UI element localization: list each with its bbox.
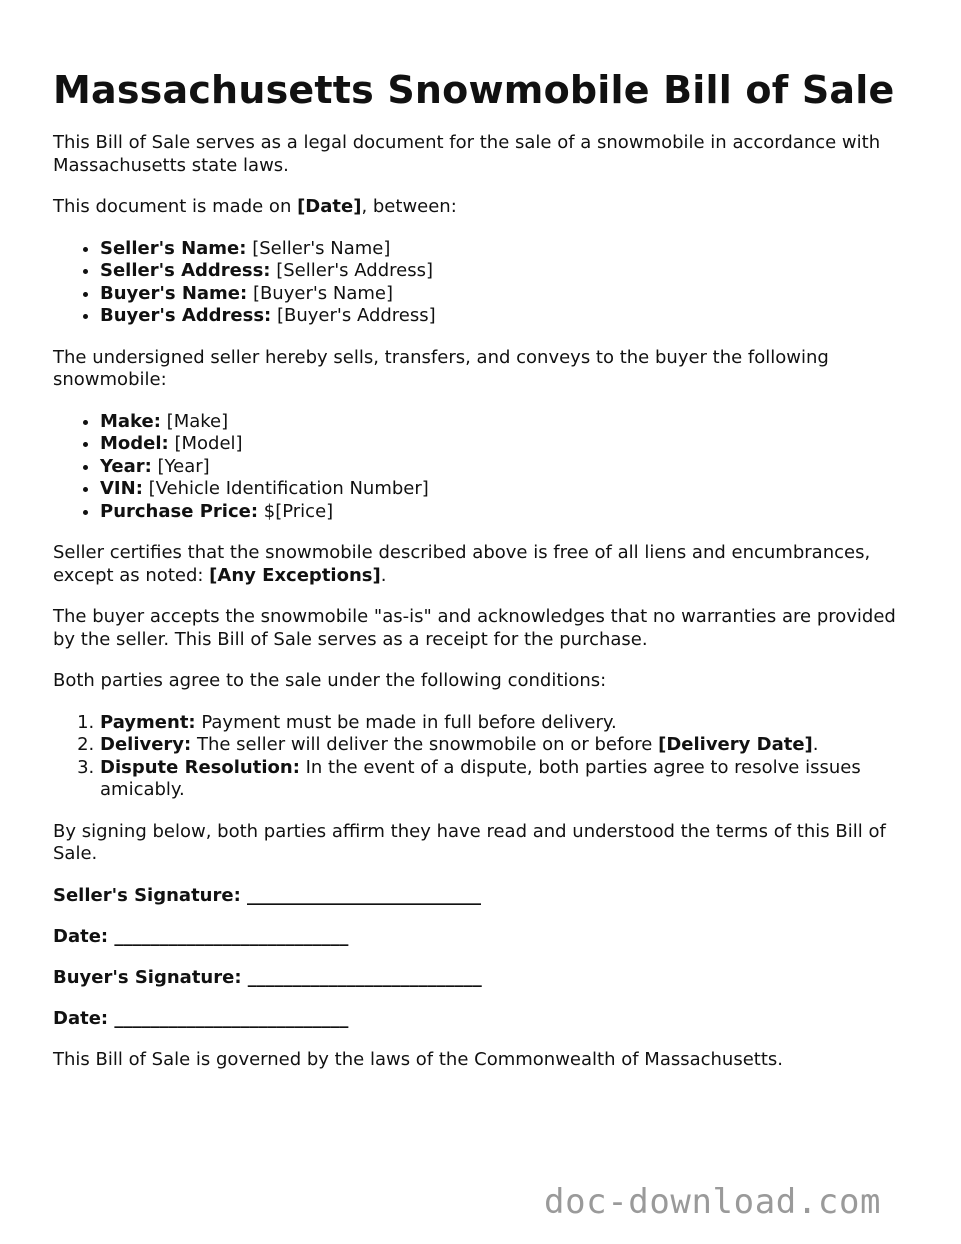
affirm-paragraph: By signing below, both parties affirm they have read and understood the terms of this Bill of Sale.: [53, 820, 886, 864]
liens-text: Seller certifies that the snowmobile described above is free of all liens and encumbrances, except as noted:: [53, 542, 871, 586]
buyer-date-label: Date: __________________________: [53, 1007, 349, 1029]
buyer-signature-label: Buyer's Signature: __________________________: [53, 966, 482, 988]
vehicle-label: VIN:: [100, 478, 143, 499]
conditions-list: [53, 712, 913, 802]
vehicle-label: Year:: [100, 455, 152, 477]
list-item: [100, 260, 913, 283]
party-label: Buyer's Address:: [100, 305, 272, 326]
list-item: [100, 411, 913, 434]
condition-end: .: [812, 734, 819, 755]
vehicle-value: [Vehicle Identification Number]: [142, 478, 429, 499]
seller-signature-line: [53, 885, 913, 908]
parties-list: [53, 238, 913, 328]
condition-text: The seller will deliver the snowmobile on or before: [191, 734, 659, 755]
condition-label: Dispute Resolution:: [100, 756, 300, 778]
condition-text: In the event of a dispute, both parties agree to resolve issues amicably.: [100, 756, 861, 800]
vehicle-list: [53, 411, 913, 524]
list-item: [100, 305, 913, 328]
list-item: [100, 757, 913, 802]
condition-label: Payment:: [100, 711, 196, 733]
vehicle-label: Purchase Price:: [100, 500, 259, 522]
as-is-paragraph: The buyer accepts the snowmobile "as-is" and acknowledges that no warranties are provided by the seller. This Bill of Sale serves as a receipt for the purchase.: [53, 606, 896, 650]
party-label: Seller's Name:: [100, 237, 247, 259]
vehicle-value: [Make]: [160, 410, 229, 432]
seller-date-line: [53, 926, 913, 949]
watermark: doc-download.com: [544, 1182, 882, 1222]
vehicle-value: [Year]: [151, 455, 210, 477]
party-label: Seller's Address:: [100, 260, 271, 281]
party-label: Buyer's Name:: [100, 282, 248, 304]
condition-label: Delivery:: [100, 734, 192, 755]
list-item: [100, 734, 913, 757]
party-value: [Buyer's Name]: [247, 282, 394, 304]
seller-signature-label: Seller's Signature: __________________________: [53, 884, 482, 906]
list-item: [100, 238, 913, 261]
party-value: [Seller's Name]: [246, 237, 391, 259]
vehicle-label: Model:: [100, 433, 169, 454]
list-item: [100, 283, 913, 306]
made-on-prefix: This document is made on: [53, 196, 298, 217]
list-item: [100, 433, 913, 456]
buyer-date-line: [53, 1008, 913, 1031]
document-page: [53, 62, 913, 1090]
intro-paragraph: This Bill of Sale serves as a legal document for the sale of a snowmobile in accordance with Massachusetts state laws.: [53, 132, 881, 176]
made-on-date: [Date]: [297, 196, 362, 217]
buyer-signature-line: [53, 967, 913, 990]
document-title: Massachusetts Snowmobile Bill of Sale: [53, 68, 895, 112]
liens-end: .: [380, 564, 387, 586]
list-item: [100, 501, 913, 524]
liens-exceptions: [Any Exceptions]: [209, 564, 381, 586]
liens-paragraph: [53, 542, 913, 587]
vehicle-label: Make:: [100, 410, 161, 432]
vehicle-value: $[Price]: [258, 500, 334, 522]
party-value: [Seller's Address]: [270, 260, 433, 281]
party-value: [Buyer's Address]: [271, 305, 436, 326]
condition-bold-tail: [Delivery Date]: [658, 734, 813, 755]
list-item: [100, 712, 913, 735]
transfer-paragraph: The undersigned seller hereby sells, transfers, and conveys to the buyer the following snowmobile:: [53, 346, 829, 390]
conditions-intro: Both parties agree to the sale under the following conditions:: [53, 670, 607, 691]
list-item: [100, 456, 913, 479]
seller-date-label: Date: __________________________: [53, 925, 349, 947]
list-item: [100, 478, 913, 501]
vehicle-value: [Model]: [168, 433, 243, 454]
made-on-paragraph: [53, 196, 913, 219]
condition-text: Payment must be made in full before delivery.: [195, 711, 617, 733]
made-on-suffix: , between:: [361, 196, 457, 217]
governing-law-paragraph: This Bill of Sale is governed by the laws of the Commonwealth of Massachusetts.: [53, 1048, 784, 1070]
